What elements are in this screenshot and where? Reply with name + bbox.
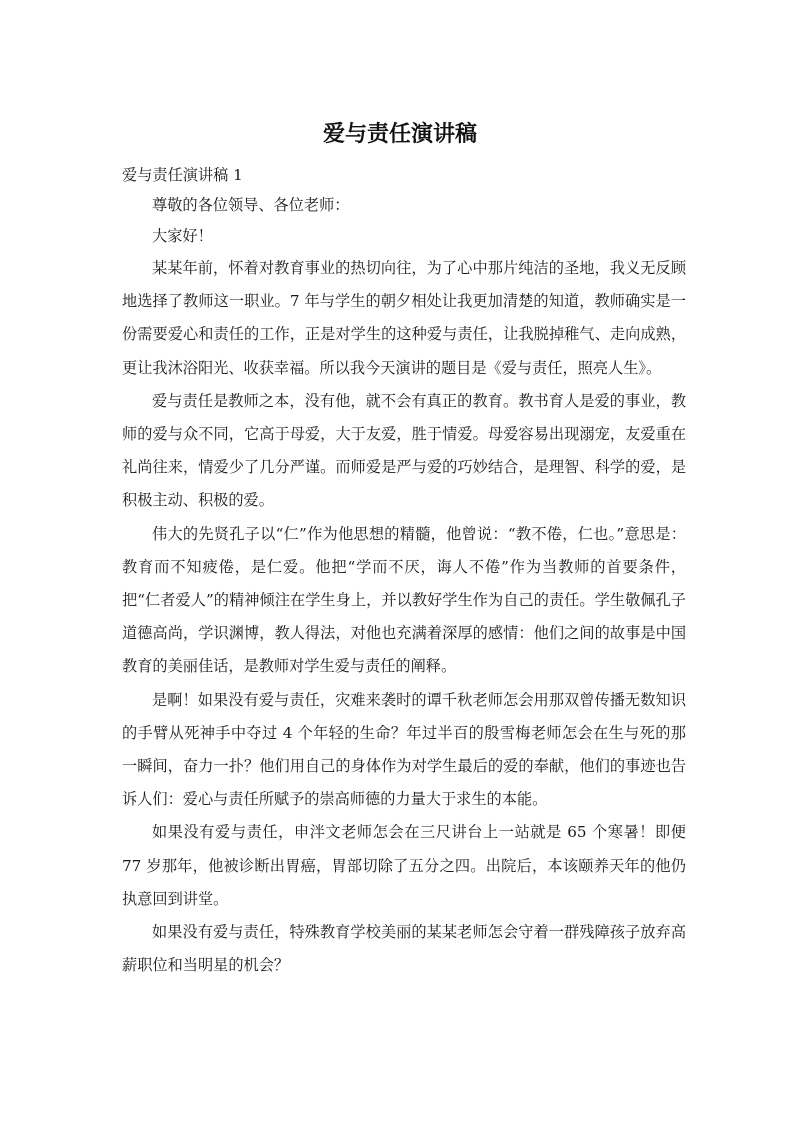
document-body (122, 190, 686, 982)
paragraph-greeting: 大家好！ (152, 227, 213, 245)
paragraph: 伟大的先贤孔子以“仁”作为他思想的精髓，他曾说：“教不倦，仁也。”意思是：教育而不知疲倦，是仁爱。他把“学而不厌，诲人不倦”作为当教师的首要条件，把“仁者爱人”的精神倾注在学生身上，并以教好学生作为自己的责任。学生敬佩孔子道德高尚，学识渊博，教人得法，对他也充满着深厚的感情：他们之间的故事是中国教育的美丽佳话，是教师对学生爱与责任的阐释。 (122, 524, 686, 676)
paragraph: 是啊！如果没有爱与责任，灾难来袭时的谭千秋老师怎会用那双曾传播无数知识的手臂从死神手中夺过 4 个年轻的生命？年过半百的殷雪梅老师怎会在生与死的那一瞬间，奋力一扑？他们用自己的身体作为对学生最后的爱的奉献，他们的事迹也告诉人们：爱心与责任所赋予的崇高师德的力量大于求生的本能。 (122, 690, 686, 809)
document-subtitle: 爱与责任演讲稿 1 (122, 166, 243, 184)
paragraph: 如果没有爱与责任，特殊教育学校美丽的某某老师怎会守着一群残障孩子放弃高薪职位和当明星的机会？ (122, 923, 686, 975)
paragraph-salutation: 尊敬的各位领导、各位老师： (152, 196, 350, 214)
paragraph: 如果没有爱与责任，申泮文老师怎会在三尺讲台上一站就是 65 个寒暑！即便 77 岁那年，他被诊断出胃癌，胃部切除了五分之四。出院后，本该颐养天年的他仍执意回到讲堂。 (122, 823, 686, 908)
paragraph: 爱与责任是教师之本，没有他，就不会有真正的教育。教书育人是爱的事业，教师的爱与众不同，它高于母爱，大于友爱，胜于情爱。母爱容易出现溺宠，友爱重在礼尚往来，情爱少了几分严谨。而师爱是严与爱的巧妙结合，是理智、科学的爱，是积极主动、积极的爱。 (122, 391, 686, 510)
document-title: 爱与责任演讲稿 (322, 122, 477, 147)
paragraph: 某某年前，怀着对教育事业的热切向往，为了心中那片纯洁的圣地，我义无反顾地选择了教师这一职业。7 年与学生的朝夕相处让我更加清楚的知道，教师确实是一份需要爱心和责任的工作，正是对学生的这种爱与责任，让我脱掉稚气、走向成熟，更让我沐浴阳光、收获幸福。所以我今天演讲的题目是《爱与责任，照亮人生》。 (122, 259, 686, 377)
